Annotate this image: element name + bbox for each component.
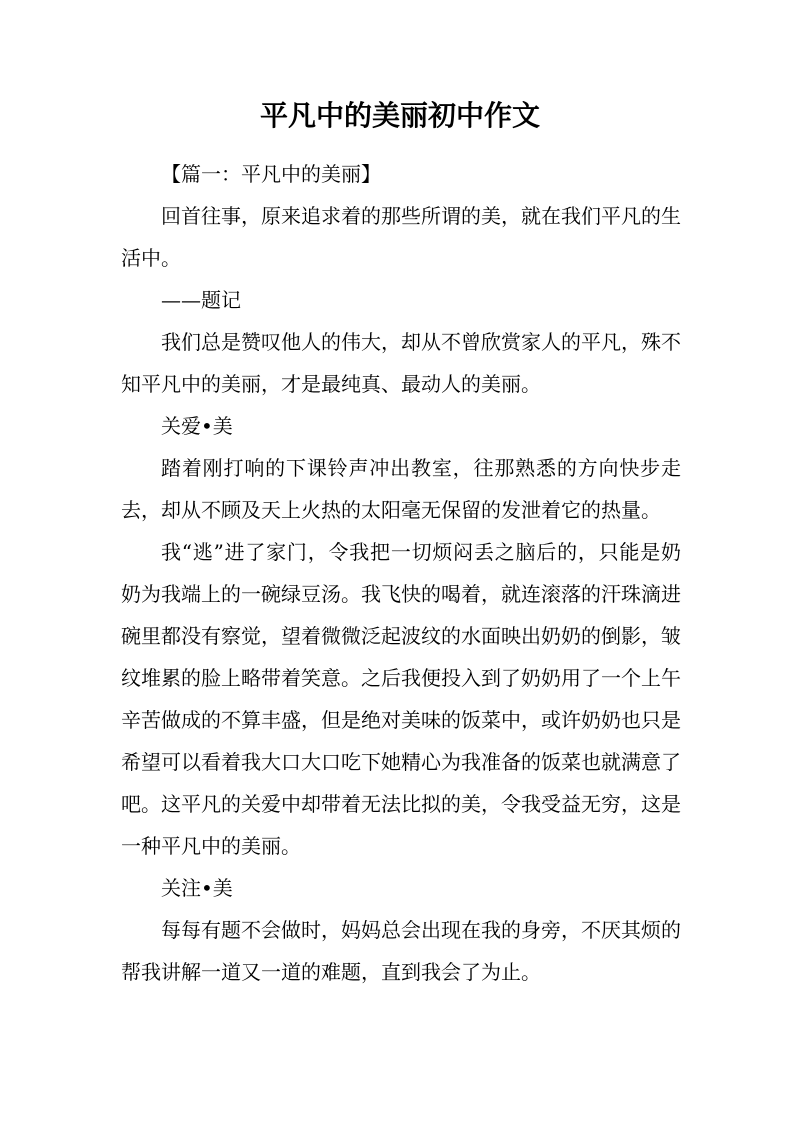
subheading-care: 关爱•美	[161, 414, 233, 438]
epigraph-attribution: ——题记	[161, 288, 241, 312]
body-paragraph: 我“逃”进了家门，令我把一切烦闷丢之脑后的，只能是奶奶为我端上的一碗绿豆汤。我飞快的喝着，就连滚落的汗珠滴进碗里都没有察觉，望着微微泛起波纹的水面映出奶奶的倒影，皱纹堆累的脸上略带着笑意。之后我便投入到了奶奶用了一个上午辛苦做成的不算丰盛，但是绝对美味的饭菜中，或许奶奶也只是希望可以看着我大口大口吃下她精心为我准备的饭菜也就满意了吧。这平凡的关爱中却带着无法比拟的美，令我受益无穷，这是一种平凡中的美丽。	[121, 540, 681, 858]
epigraph-paragraph: 回首往事，原来追求着的那些所谓的美，就在我们平凡的生活中。	[121, 204, 681, 270]
document-title: 平凡中的美丽初中作文	[259, 99, 540, 132]
document-body	[121, 153, 681, 993]
subheading-attention: 关注•美	[161, 876, 233, 900]
body-paragraph: 踏着刚打响的下课铃声冲出教室，往那熟悉的方向快步走去，却从不顾及天上火热的太阳毫无保留的发泄着它的热量。	[121, 456, 681, 522]
body-paragraph: 每每有题不会做时，妈妈总会出现在我的身旁，不厌其烦的帮我讲解一道又一道的难题，直到我会了为止。	[121, 918, 681, 984]
intro-paragraph: 我们总是赞叹他人的伟大，却从不曾欣赏家人的平凡，殊不知平凡中的美丽，才是最纯真、最动人的美丽。	[121, 330, 681, 396]
section-heading: 【篇一：平凡中的美丽】	[161, 162, 381, 186]
